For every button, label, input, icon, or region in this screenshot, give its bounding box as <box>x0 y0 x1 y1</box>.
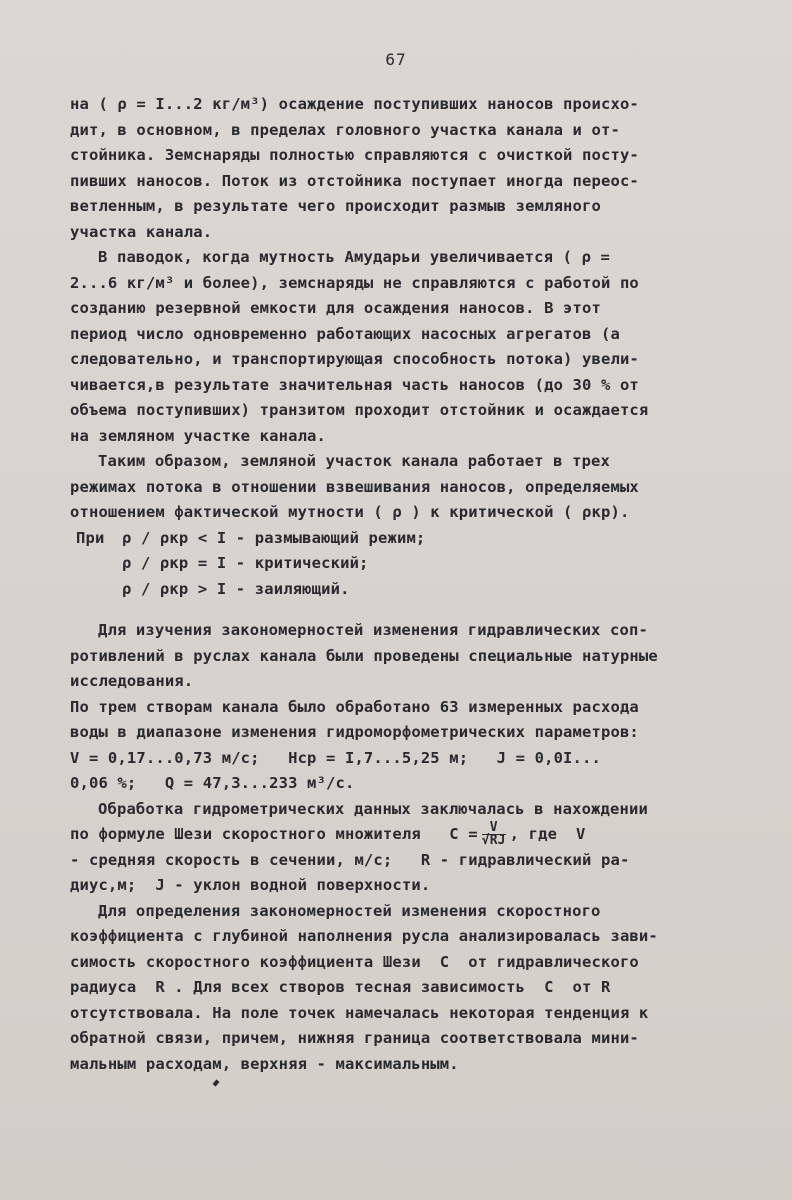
text-line: ротивлений в руслах канала были проведены специальные натурные <box>70 646 658 665</box>
body-text <box>70 92 760 1077</box>
condition-critical: ρ / ρкр = I - критический; <box>122 554 369 572</box>
text-line: отсутствовала. На поле точек намечалась некоторая тенденция к <box>70 1003 649 1022</box>
fraction-denominator: √RJ <box>481 833 506 848</box>
text-line: Обработка гидрометрических данных заключалась в нахождении <box>98 799 648 818</box>
text-line: режимах потока в отношении взвешивания наносов, определяемых <box>70 477 639 496</box>
text-line: чивается,в результате значительная часть наносов (до 30 % от <box>70 375 639 394</box>
text-line: - средняя скорость в сечении, м/с; R - гидравлический ра- <box>70 850 630 869</box>
text-line: радиуса R . Для всех створов тесная зависимость C от R <box>70 978 611 996</box>
text-line: на земляном участке канала. <box>70 426 327 445</box>
text-line: воды в диапазоне изменения гидроморфометрических параметров: <box>70 723 639 741</box>
parameter-ranges: V = 0,17...0,73 м/с; Hср = I,7...5,25 м; J = 0,0I... <box>70 748 601 767</box>
text-line: обратной связи, причем, нижняя граница соответствовала мини- <box>70 1029 639 1047</box>
text-line: дит, в основном, в пределах головного участка канала и от- <box>70 120 620 139</box>
condition-silting: ρ / ρкр > I - заиляющий. <box>122 579 350 598</box>
text-line: исследования. <box>70 672 194 690</box>
text-line: на ( ρ = I...2 кг/м³) осаждение поступивших наносов происхо- <box>70 95 639 113</box>
chezy-fraction <box>482 822 506 847</box>
text-line: созданию резервной емкости для осаждения наносов. В этот <box>70 299 601 317</box>
ink-mark <box>213 1079 220 1086</box>
condition-intro: При <box>76 528 105 547</box>
parameter-ranges: 0,06 %; Q = 47,3...233 м³/с. <box>70 774 355 792</box>
fraction-numerator: V <box>482 822 506 835</box>
condition-erosion: ρ / ρкр < I - размывающий режим; <box>122 528 426 547</box>
text-line: стойника. Земснаряды полностью справляются с очисткой посту- <box>70 146 639 164</box>
text-line: пивших наносов. Поток из отстойника поступает иногда переос- <box>70 171 639 190</box>
page-number: 67 <box>385 50 407 69</box>
text-line: Таким образом, земляной участок канала работает в трех <box>98 452 611 470</box>
text-line: В паводок, когда мутность Амударьи увеличивается ( ρ = <box>98 248 611 266</box>
formula-lead: по формуле Шези скоростного множителя C = <box>70 825 478 843</box>
text-line: диус,м; J - уклон водной поверхности. <box>70 876 431 894</box>
chezy-formula-line <box>70 822 760 848</box>
text-line: Для изучения закономерностей изменения гидравлических соп- <box>98 621 648 639</box>
text-line: участка канала. <box>70 222 213 241</box>
text-line: 2...6 кг/м³ и более), земснаряды не справляются с работой по <box>70 273 639 292</box>
text-line: симость скоростного коэффициента Шези C от гидравлического <box>70 952 639 971</box>
text-line: мальным расходам, верхняя - максимальным. <box>70 1054 459 1073</box>
text-line: коэффициента с глубиной наполнения русла анализировалась зави- <box>70 927 658 945</box>
text-line: следовательно, и транспортирующая способность потока) увели- <box>70 350 639 368</box>
text-line: объема поступивших) транзитом проходит отстойник и осаждается <box>70 401 649 419</box>
text-line: По трем створам канала было обработано 63 измеренных расхода <box>70 697 639 716</box>
text-line: отношением фактической мутности ( ρ ) к критической ( ρкр). <box>70 503 630 521</box>
formula-tail: , где V <box>509 825 586 843</box>
text-line: период число одновременно работающих насосных агрегатов (а <box>70 324 620 343</box>
text-line: ветленным, в результате чего происходит размыв земляного <box>70 197 601 215</box>
text-line: Для определения закономерностей изменения скоростного <box>98 901 601 920</box>
